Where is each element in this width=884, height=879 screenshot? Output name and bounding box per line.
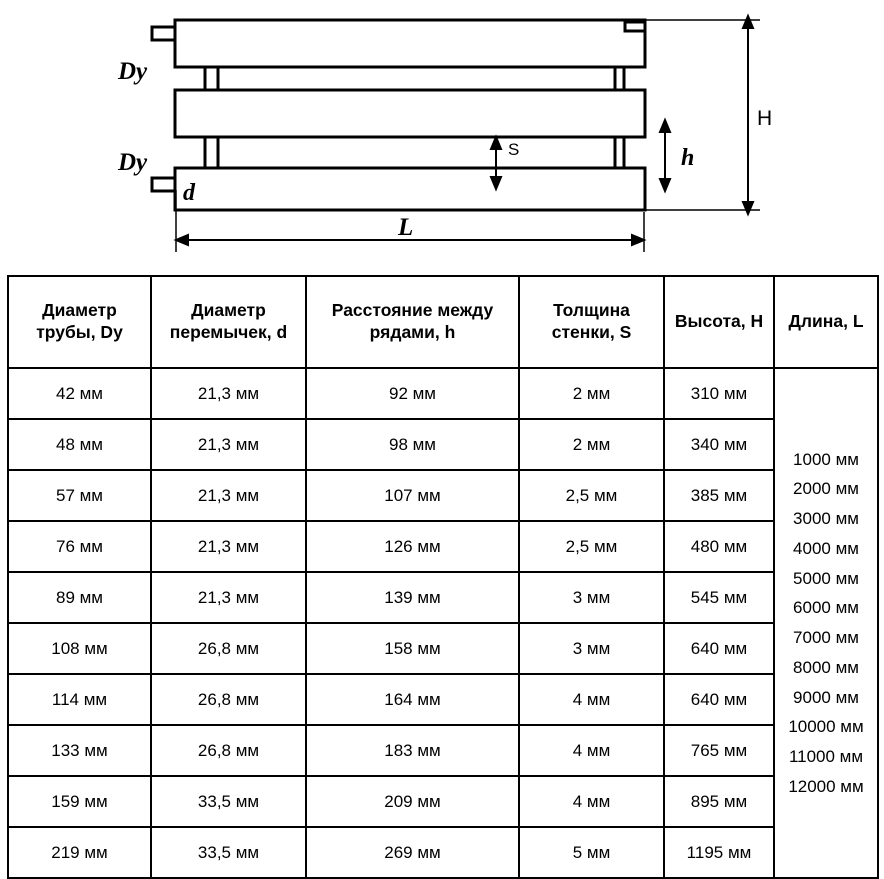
cell-dy: 76 мм [8, 521, 151, 572]
cell-s: 2 мм [519, 368, 664, 419]
cell-dy: 159 мм [8, 776, 151, 827]
cell-d: 21,3 мм [151, 470, 306, 521]
header-line-2: рядами, h [369, 322, 456, 342]
cell-dy: 42 мм [8, 368, 151, 419]
cell-s: 5 мм [519, 827, 664, 878]
cell-d: 21,3 мм [151, 368, 306, 419]
table-body [8, 368, 878, 878]
table-row [8, 419, 878, 470]
length-value: 2000 мм [793, 479, 859, 499]
length-value: 9000 мм [793, 687, 859, 707]
register-diagram [0, 0, 884, 268]
label-height: H [757, 107, 773, 130]
cell-d: 26,8 мм [151, 725, 306, 776]
dimension-h [660, 120, 670, 191]
label-h: h [681, 145, 695, 171]
label-dy-bottom: Dy [118, 149, 148, 176]
cell-d: 26,8 мм [151, 623, 306, 674]
cell-h: 107 мм [306, 470, 519, 521]
header-line-1: Диаметр [191, 300, 266, 321]
cell-h: 164 мм [306, 674, 519, 725]
specification-table [7, 275, 879, 879]
cell-s: 3 мм [519, 572, 664, 623]
length-value: 12000 мм [788, 776, 864, 796]
column-header-height [664, 276, 774, 368]
header-line-1: Толщина [553, 300, 630, 321]
length-value: 1000 мм [793, 449, 859, 469]
cell-s: 2 мм [519, 419, 664, 470]
cell-h: 158 мм [306, 623, 519, 674]
table-row [8, 623, 878, 674]
table-row [8, 776, 878, 827]
cell-s: 2,5 мм [519, 470, 664, 521]
table-header-row [8, 276, 878, 368]
length-value: 6000 мм [793, 598, 859, 618]
length-value: 11000 мм [788, 747, 864, 766]
cell-d: 26,8 мм [151, 674, 306, 725]
label-s: S [508, 140, 520, 159]
cell-height: 310 мм [664, 368, 774, 419]
header-line-2: трубы, Dy [36, 322, 123, 342]
cell-s: 4 мм [519, 776, 664, 827]
header-line-2: стенки, S [551, 322, 632, 342]
header-line-1: Расстояние между [331, 300, 494, 321]
length-value: 8000 мм [793, 657, 859, 677]
cell-dy: 133 мм [8, 725, 151, 776]
length-value: 7000 мм [793, 628, 859, 647]
cell-s: 4 мм [519, 674, 664, 725]
table-row [8, 521, 878, 572]
cell-dy: 219 мм [8, 827, 151, 878]
label-d: d [183, 180, 195, 206]
header-line-1: Высота, H [674, 311, 764, 332]
cell-height: 895 мм [664, 776, 774, 827]
table-row [8, 725, 878, 776]
cell-height: 480 мм [664, 521, 774, 572]
column-header-diameter-pipe [8, 276, 151, 368]
column-header-wall-thickness [519, 276, 664, 368]
cell-h: 92 мм [306, 368, 519, 419]
diagram-geometry [152, 20, 645, 210]
cell-length-list [774, 368, 878, 878]
cell-d: 21,3 мм [151, 419, 306, 470]
cell-h: 269 мм [306, 827, 519, 878]
column-header-diameter-jumpers [151, 276, 306, 368]
cell-d: 33,5 мм [151, 827, 306, 878]
cell-height: 385 мм [664, 470, 774, 521]
label-dy-top: Dy [118, 58, 148, 85]
cell-height: 1195 мм [664, 827, 774, 878]
cell-h: 139 мм [306, 572, 519, 623]
cell-dy: 89 мм [8, 572, 151, 623]
length-value: 4000 мм [793, 538, 859, 558]
column-header-length [774, 276, 878, 368]
column-header-row-spacing [306, 276, 519, 368]
header-line-1: Диаметр [42, 300, 117, 321]
cell-dy: 48 мм [8, 419, 151, 470]
cell-height: 640 мм [664, 623, 774, 674]
length-value: 10000 мм [788, 717, 864, 737]
table-row [8, 572, 878, 623]
cell-d: 21,3 мм [151, 572, 306, 623]
cell-h: 126 мм [306, 521, 519, 572]
cell-s: 2,5 мм [519, 521, 664, 572]
cell-height: 545 мм [664, 572, 774, 623]
label-length: L [398, 214, 414, 241]
cell-dy: 108 мм [8, 623, 151, 674]
length-value: 5000 мм [793, 568, 859, 588]
cell-dy: 114 мм [8, 674, 151, 725]
cell-h: 98 мм [306, 419, 519, 470]
cell-s: 3 мм [519, 623, 664, 674]
length-value: 3000 мм [793, 509, 859, 528]
cell-height: 765 мм [664, 725, 774, 776]
cell-s: 4 мм [519, 725, 664, 776]
cell-h: 183 мм [306, 725, 519, 776]
table-row [8, 368, 878, 419]
cell-height: 640 мм [664, 674, 774, 725]
table-row [8, 827, 878, 878]
table-row [8, 674, 878, 725]
cell-d: 21,3 мм [151, 521, 306, 572]
cell-dy: 57 мм [8, 470, 151, 521]
table-row [8, 470, 878, 521]
cell-d: 33,5 мм [151, 776, 306, 827]
header-line-2: перемычек, d [169, 322, 288, 342]
cell-height: 340 мм [664, 419, 774, 470]
header-line-1: Длина, L [788, 311, 864, 332]
dimension-s [491, 137, 501, 189]
cell-h: 209 мм [306, 776, 519, 827]
